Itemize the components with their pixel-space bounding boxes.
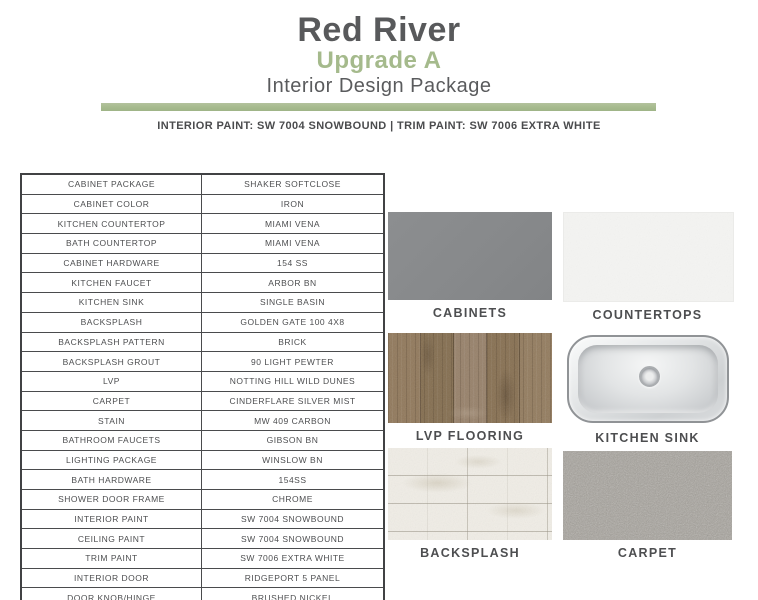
- table-row: [22, 528, 383, 548]
- spec-label: CARPET: [22, 392, 202, 411]
- spec-label: LVP: [22, 372, 202, 391]
- table-row: [22, 587, 383, 600]
- spec-label: BACKSPLASH PATTERN: [22, 333, 202, 352]
- carpet-swatch-image: [563, 451, 732, 540]
- table-row: [22, 312, 383, 332]
- table-row: [22, 233, 383, 253]
- spec-label: CABINET PACKAGE: [22, 175, 202, 194]
- cabinets-swatch-image: [388, 212, 552, 300]
- spec-label: BATHROOM FAUCETS: [22, 431, 202, 450]
- carpet-caption: CARPET: [617, 546, 678, 560]
- table-row: [22, 194, 383, 214]
- spec-value: CHROME: [272, 494, 313, 505]
- table-row: [22, 292, 383, 312]
- table-row: [22, 430, 383, 450]
- table-row: [22, 332, 383, 352]
- spec-value: SW 7006 EXTRA WHITE: [240, 553, 345, 564]
- paint-summary: INTERIOR PAINT: SW 7004 SNOWBOUND | TRIM PAINT: SW 7006 EXTRA WHITE: [157, 120, 601, 132]
- spec-table: [20, 173, 385, 600]
- table-row: [22, 175, 383, 194]
- spec-label: KITCHEN SINK: [22, 293, 202, 312]
- spec-label: DOOR KNOB/HINGE: [22, 588, 202, 600]
- spec-value: SINGLE BASIN: [259, 297, 326, 308]
- spec-label: BATH COUNTERTOP: [22, 234, 202, 253]
- spec-label: INTERIOR PAINT: [22, 510, 202, 529]
- spec-value: ARBOR BN: [268, 277, 317, 288]
- cabinets-figure: [388, 212, 552, 320]
- spec-label: CABINET HARDWARE: [22, 254, 202, 273]
- backsplash-caption: BACKSPLASH: [420, 546, 520, 560]
- spec-label: KITCHEN FAUCET: [22, 273, 202, 292]
- countertops-figure: [563, 212, 732, 322]
- spec-value: SHAKER SOFTCLOSE: [244, 179, 341, 190]
- spec-value: SW 7004 SNOWBOUND: [241, 514, 344, 525]
- spec-label: CABINET COLOR: [22, 195, 202, 214]
- spec-value: RIDGEPORT 5 PANEL: [244, 573, 341, 584]
- sink-rim: [567, 335, 729, 423]
- spec-value: WINSLOW BN: [262, 454, 323, 465]
- spec-label: BACKSPLASH: [22, 313, 202, 332]
- spec-value: GOLDEN GATE 100 4X8: [240, 317, 345, 328]
- spec-value: CINDERFLARE SILVER MIST: [229, 395, 356, 406]
- table-row: [22, 469, 383, 489]
- spec-label: STAIN: [22, 411, 202, 430]
- page-subtitle: Upgrade A: [316, 47, 442, 74]
- backsplash-figure: [388, 448, 552, 560]
- kitchen-sink-figure: [563, 333, 732, 445]
- spec-value: SW 7004 SNOWBOUND: [241, 533, 344, 544]
- page-title: Red River: [297, 11, 461, 49]
- table-row: [22, 371, 383, 391]
- lvp-flooring-swatch-image: [388, 333, 552, 423]
- sink-drain: [639, 366, 660, 387]
- table-row: [22, 568, 383, 588]
- spec-label: SHOWER DOOR FRAME: [22, 490, 202, 509]
- divider-bar: [101, 103, 656, 111]
- spec-value: BRICK: [278, 336, 307, 347]
- spec-value: 154 SS: [277, 258, 308, 269]
- spec-value: MIAMI VENA: [264, 218, 321, 229]
- table-row: [22, 253, 383, 273]
- spec-value: BRUSHED NICKEL: [251, 592, 334, 600]
- spec-label: INTERIOR DOOR: [22, 569, 202, 588]
- spec-value: GIBSON BN: [266, 435, 319, 446]
- spec-value: NOTTING HILL WILD DUNES: [229, 376, 356, 387]
- table-row: [22, 489, 383, 509]
- table-row: [22, 351, 383, 371]
- page-tagline: Interior Design Package: [266, 75, 492, 97]
- table-row: [22, 548, 383, 568]
- table-row: [22, 450, 383, 470]
- lvp-flooring-caption: LVP FLOORING: [415, 429, 525, 443]
- spec-label: KITCHEN COUNTERTOP: [22, 214, 202, 233]
- spec-value: MIAMI VENA: [264, 238, 321, 249]
- cabinets-caption: CABINETS: [432, 306, 508, 320]
- spec-value: MW 409 CARBON: [254, 415, 331, 426]
- spec-value: IRON: [280, 199, 305, 210]
- header: [0, 12, 758, 98]
- spec-label: CEILING PAINT: [22, 529, 202, 548]
- lvp-flooring-figure: [388, 333, 552, 443]
- spec-value: 154SS: [278, 474, 307, 485]
- kitchen-sink-caption: KITCHEN SINK: [595, 431, 700, 445]
- table-row: [22, 509, 383, 529]
- table-row: [22, 391, 383, 411]
- countertops-caption: COUNTERTOPS: [592, 308, 703, 322]
- spec-value: 90 LIGHT PEWTER: [251, 356, 334, 367]
- spec-label: BACKSPLASH GROUT: [22, 352, 202, 371]
- table-row: [22, 272, 383, 292]
- spec-label: BATH HARDWARE: [22, 470, 202, 489]
- spec-label: LIGHTING PACKAGE: [22, 451, 202, 470]
- table-row: [22, 213, 383, 233]
- countertops-swatch-image: [563, 212, 734, 302]
- kitchen-sink-image: [563, 333, 732, 425]
- table-row: [22, 410, 383, 430]
- carpet-figure: [563, 451, 732, 560]
- backsplash-swatch-image: [388, 448, 552, 540]
- spec-label: TRIM PAINT: [22, 549, 202, 568]
